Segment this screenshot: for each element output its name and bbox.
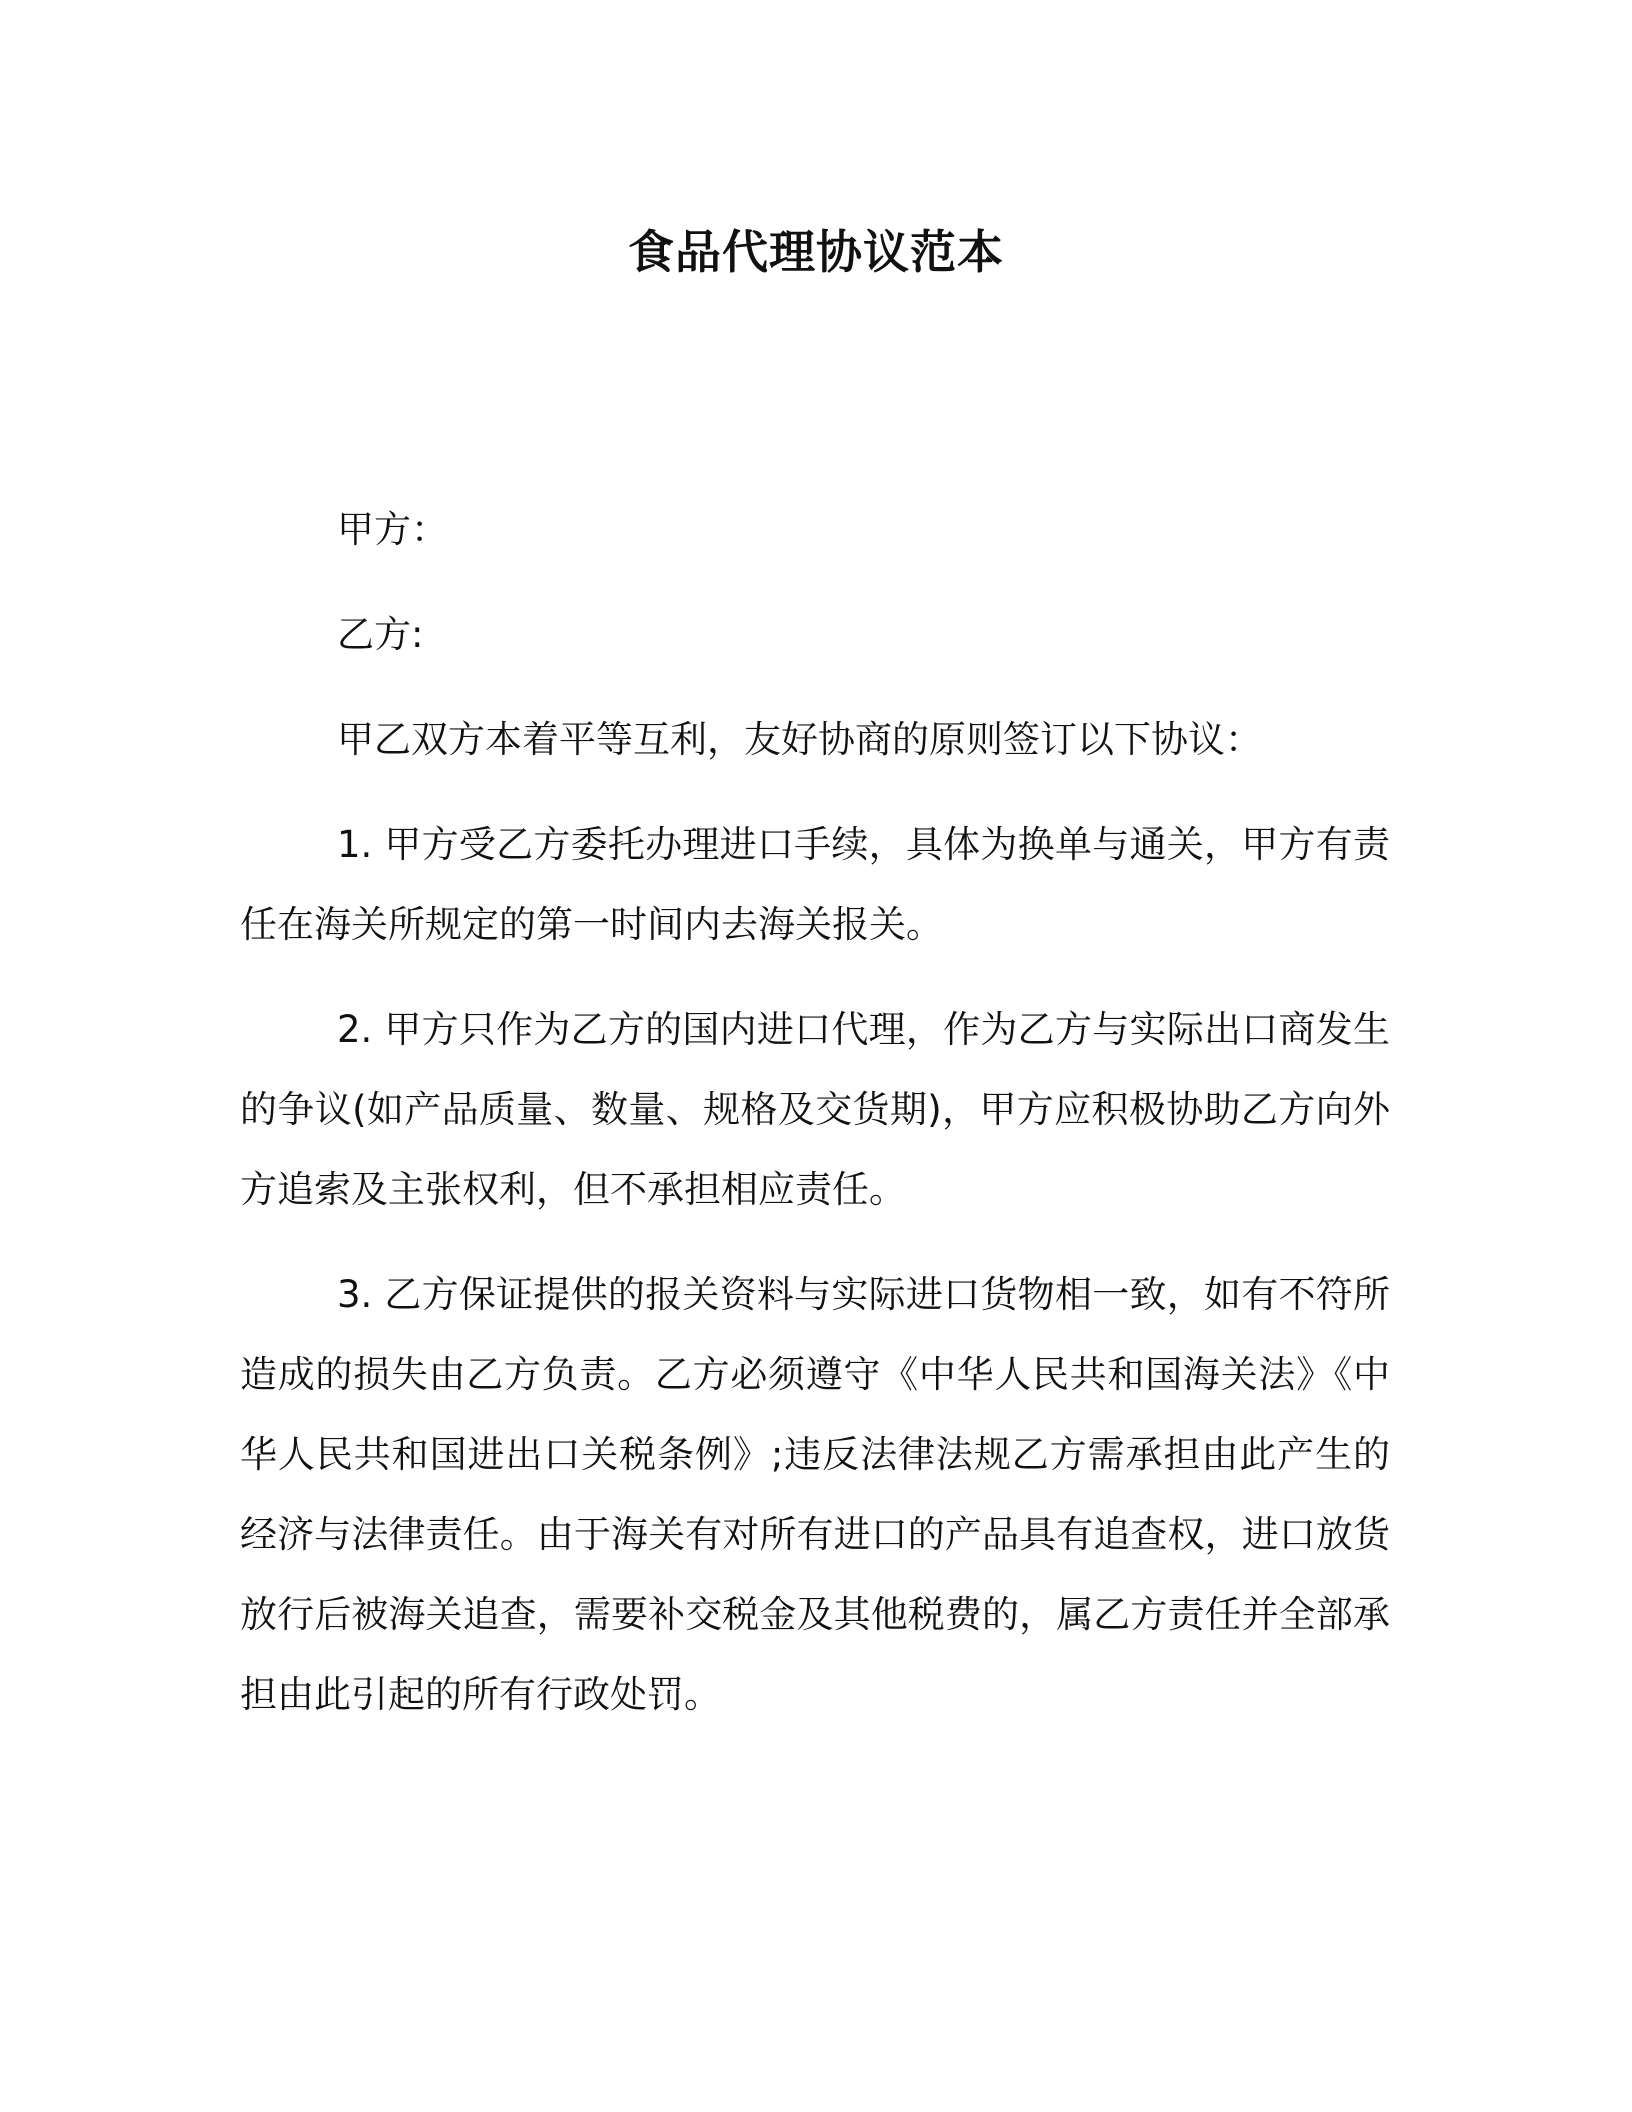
intro-paragraph: 甲乙双方本着平等互利，友好协商的原则签订以下协议： — [337, 718, 1262, 761]
clause-2: 2. 甲方只作为乙方的国内进口代理，作为乙方与实际出口商发生的争议(如产品质量、数量、规格及交货期)，甲方应积极协助乙方向外方追索及主张权利，但不承担相应责任。 — [240, 1008, 1390, 1211]
party-a-label: 甲方： — [337, 508, 448, 551]
clause-1: 1. 甲方受乙方委托办理进口手续，具体为换单与通关，甲方有责任在海关所规定的第一时间内去海关报关。 — [240, 823, 1390, 946]
document-title: 食品代理协议范本 — [628, 225, 1004, 279]
clause-3: 3. 乙方保证提供的报关资料与实际进口货物相一致，如有不符所造成的损失由乙方负责。乙方必须遵守《中华人民共和国海关法》《中华人民共和国进出口关税条例》;违反法律法规乙方需承担由此产生的经济与法律责任。由于海关有对所有进口的产品具有追查权，进口放货放行后被海关追查，需要补交税金及其他税费的，属乙方责任并全部承担由此引起的所有行政处罚。 — [240, 1273, 1390, 1716]
document-body — [240, 490, 1390, 1760]
party-b-label: 乙方: — [337, 613, 424, 656]
